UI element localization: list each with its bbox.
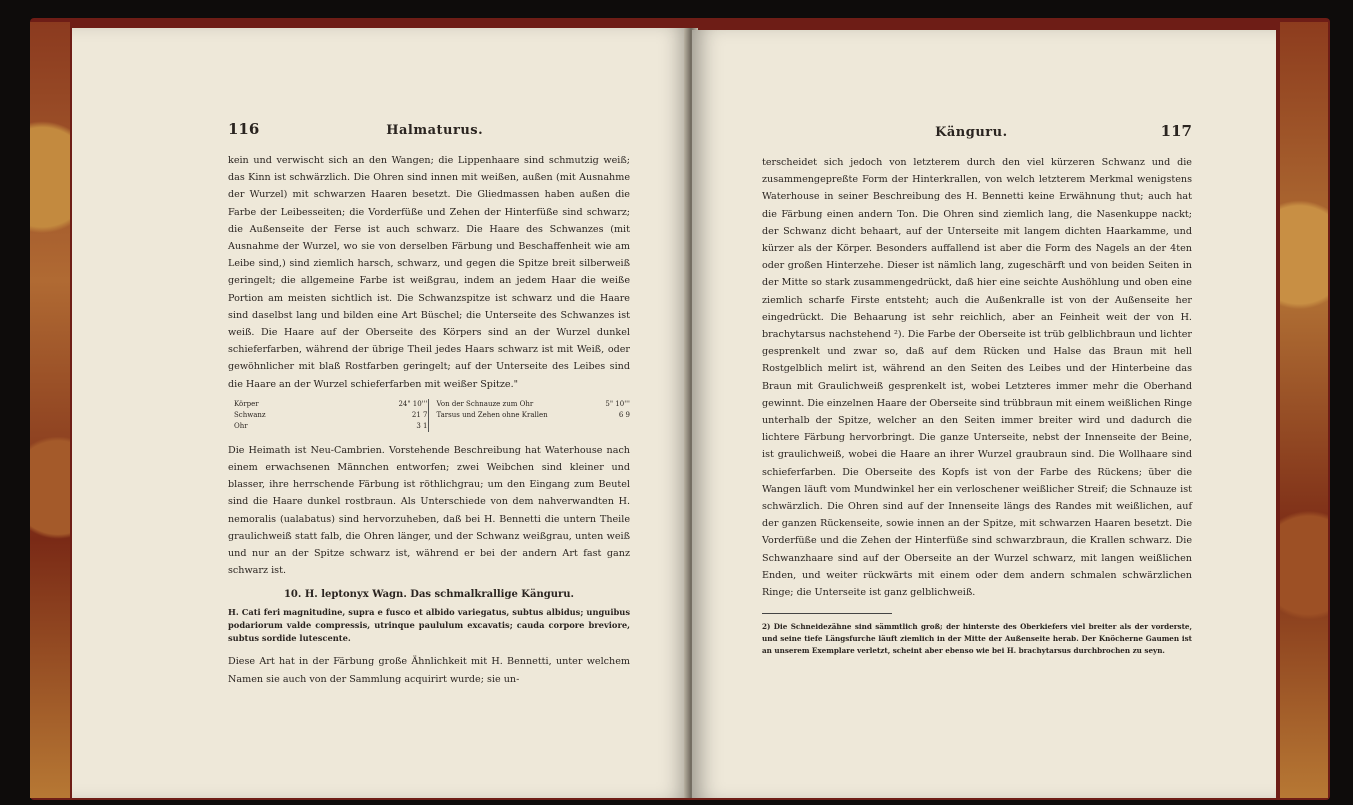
page-number: 116 xyxy=(228,120,260,138)
left-paragraph-3: Diese Art hat in der Färbung große Ähnlichkeit mit H. Bennetti, unter welchem Namen sie auch von der Sammlung acquirirt wurde; sie un- xyxy=(228,656,630,685)
left-page xyxy=(72,28,690,798)
measurement-value: 6 9 xyxy=(618,410,630,419)
measurement-row xyxy=(234,421,428,432)
left-paragraph-2: Die Heimath ist Neu-Cambrien. Vorstehende Beschreibung hat Waterhouse nach einem erwachsenen Männchen entworfen; zwei Weibchen sind kleiner und blasser, ihre herrschende Färbung ist röthlichgrau; um den Eingang zum Beutel sind die Haare dunkel rostbraun. Als Unterschiede von dem nahverwandten H. nemoralis (ualabatus) sind hervorzuheben, daß bei H. Bennetti die untern Theile graulichweiß statt falb, die Ohren länger, und der Schwanz weißgrau, unten weiß und nur an der Spitze schwarz ist, während er bei der andern Art fast ganz schwarz ist. xyxy=(228,444,630,577)
latin-diagnosis: H. Cati feri magnitudine, supra e fusco et albido variegatus, subtus albidus; unguibus podariorum valde compressis, utrinque paululum excavatis; cauda corpore breviore, subtus sordide lutescente. xyxy=(228,607,630,644)
marbled-edge-left xyxy=(30,22,70,798)
measurement-row xyxy=(234,410,428,421)
measurements-table xyxy=(234,399,630,432)
measurement-value: 21 7 xyxy=(411,410,428,419)
footnote: 2) Die Schneidezähne sind sämmtlich groß; der hinterste des Oberkiefers viel breiter als der vorderste, und seine tiefe Längsfurche läuft ziemlich in der Mitte der Außenseite herab. Der Knöcherne Gaumen ist an unserem Exemplare verletzt, scheint aber ebenso wie bei H. brachytarsus durchbrochen zu seyn. xyxy=(762,622,1192,656)
measurement-label: Ohr xyxy=(234,421,248,430)
measurement-value: 24" 10''' xyxy=(398,399,428,408)
footnote-rule xyxy=(762,613,892,614)
measurement-row xyxy=(437,399,631,410)
running-title: Känguru. xyxy=(935,125,1008,140)
measurements-col-right xyxy=(428,399,631,432)
left-page-content xyxy=(228,120,630,688)
right-page xyxy=(692,30,1276,798)
measurement-label: Tarsus und Zehen ohne Krallen xyxy=(436,410,548,419)
page-number: 117 xyxy=(1160,122,1192,140)
measurements-col-left xyxy=(234,399,428,432)
measurement-value: 3 1 xyxy=(416,421,428,430)
measurement-row xyxy=(437,410,631,421)
species-heading: 10. H. leptonyx Wagn. Das schmalkrallige Känguru. xyxy=(283,589,575,601)
measurement-value: 5" 10''' xyxy=(605,399,630,408)
measurement-label: Von der Schnauze zum Ohr xyxy=(436,399,534,408)
measurement-row xyxy=(234,399,428,410)
left-running-head xyxy=(228,120,630,138)
measurement-label: Schwanz xyxy=(234,410,266,419)
left-paragraph-1: kein und verwischt sich an den Wangen; die Lippenhaare sind schmutzig weiß; das Kinn ist schwärzlich. Die Ohren sind innen mit weißen, außen (mit Ausnahme der Wurzel) mit schwarzen Haaren besetzt. Die Gliedmassen haben außen die Farbe der Leibesseiten; die Vorderfüße und Zehen der Hinterfüße sind schwarz; die Außenseite der Ferse ist auch schwarz. Die Haare des Schwanzes (mit Ausnahme der Wurzel, wo sie von derselben Färbung und Beschaffenheit wie am Leibe sind,) sind ziemlich harsch, schwarz, und gegen die Spitze breit silberweiß geringelt; die allgemeine Farbe ist weißgrau, indem an jedem Haar die weiße Portion am meisten sichtlich ist. Die Schwanzspitze ist schwarz und die Haare sind daselbst lang und bilden eine Art Büschel; die Unterseite des Schwanzes ist weiß. Die Haare auf der Oberseite des Körpers sind an der Wurzel dunkel schieferfarben, während der übrige Theil jedes Haars schwarz ist mit Weiß, oder gewöhnlicher mit blaß Rostfarben geringelt; auf der Unterseite des Leibes sind die Haare an der Wurzel schieferfarben mit weißer Spitze." xyxy=(228,155,630,390)
right-paragraph-1: terscheidet sich jedoch von letzterem durch den viel kürzeren Schwanz und die zusammengepreßte Form der Hinterkrallen, von welch letzterem Merkmal wenigstens Waterhouse in seiner Beschreibung des H. Bennetti keine Erwähnung thut; auch hat die Färbung einen andern Ton. Die Ohren sind ziemlich lang, die Nasenkuppe nackt; der Schwanz dicht behaart, auf der Unterseite mit langem dichten Haarkamme, und kürzer als der Körper. Besonders auffallend ist aber die Form des Nagels an der 4ten oder großen Hinterzehe. Dieser ist nämlich lang, zugeschärft und von beiden Seiten in der Mitte so stark zusammengedrückt, daß hier eine seichte Aushöhlung und oben eine ziemlich scharfe Firste entsteht; auch die Außenkralle ist von der Außenseite her eingedrückt. Die Behaarung ist sehr reichlich, aber an Feinheit weit der von H. brachytarsus nachstehend ²). Die Farbe der Oberseite ist trüb gelblichbraun und lichter gesprenkelt und zwar so, daß auf dem Rücken und Halse das Braun mit hell Rostgelblich melirt ist, während an den Seiten des Leibes und der Hinterbeine das Braun mit Graulichweiß gesprenkelt ist, wobei Letzteres immer mehr die Oberhand gewinnt. Die einzelnen Haare der Oberseite sind trübbraun mit einem weißlichen Ringe unterhalb der Spitze, welcher an den Seiten immer breiter wird und dadurch die lichtere Färbung hervorbringt. Die ganze Unterseite, nebst der Innenseite der Beine, ist graulichweiß, wobei die Haare an ihrer Wurzel graubraun sind. Die Wollhaare sind schieferfarben. Die Oberseite des Kopfs ist von der Farbe des Rückens; über die Wangen läuft vom Mundwinkel her ein verloschener weißlicher Streif; die Schnauze ist schwärzlich. Die Ohren sind auf der Innenseite längs des Randes mit weißlichen, auf der ganzen Rückenseite, sowie innen an der Spitze, mit schwarzen Haaren besetzt. Die Vorderfüße und die Zehen der Hinterfüße sind schwarzbraun, die Krallen schwarz. Die Schwanzhaare sind auf der Oberseite an der Wurzel schwarz, mit langen weißlichen Enden, und weiter rückwärts mit einem oder dem andern schmalen schwärzlichen Ringe; die Unterseite ist ganz gelblichweiß. xyxy=(762,157,1192,599)
running-title: Halmaturus. xyxy=(386,123,484,138)
marbled-edge-right xyxy=(1280,22,1328,798)
right-running-head xyxy=(762,122,1192,140)
measurement-label: Körper xyxy=(234,399,259,408)
right-page-content xyxy=(762,122,1192,665)
